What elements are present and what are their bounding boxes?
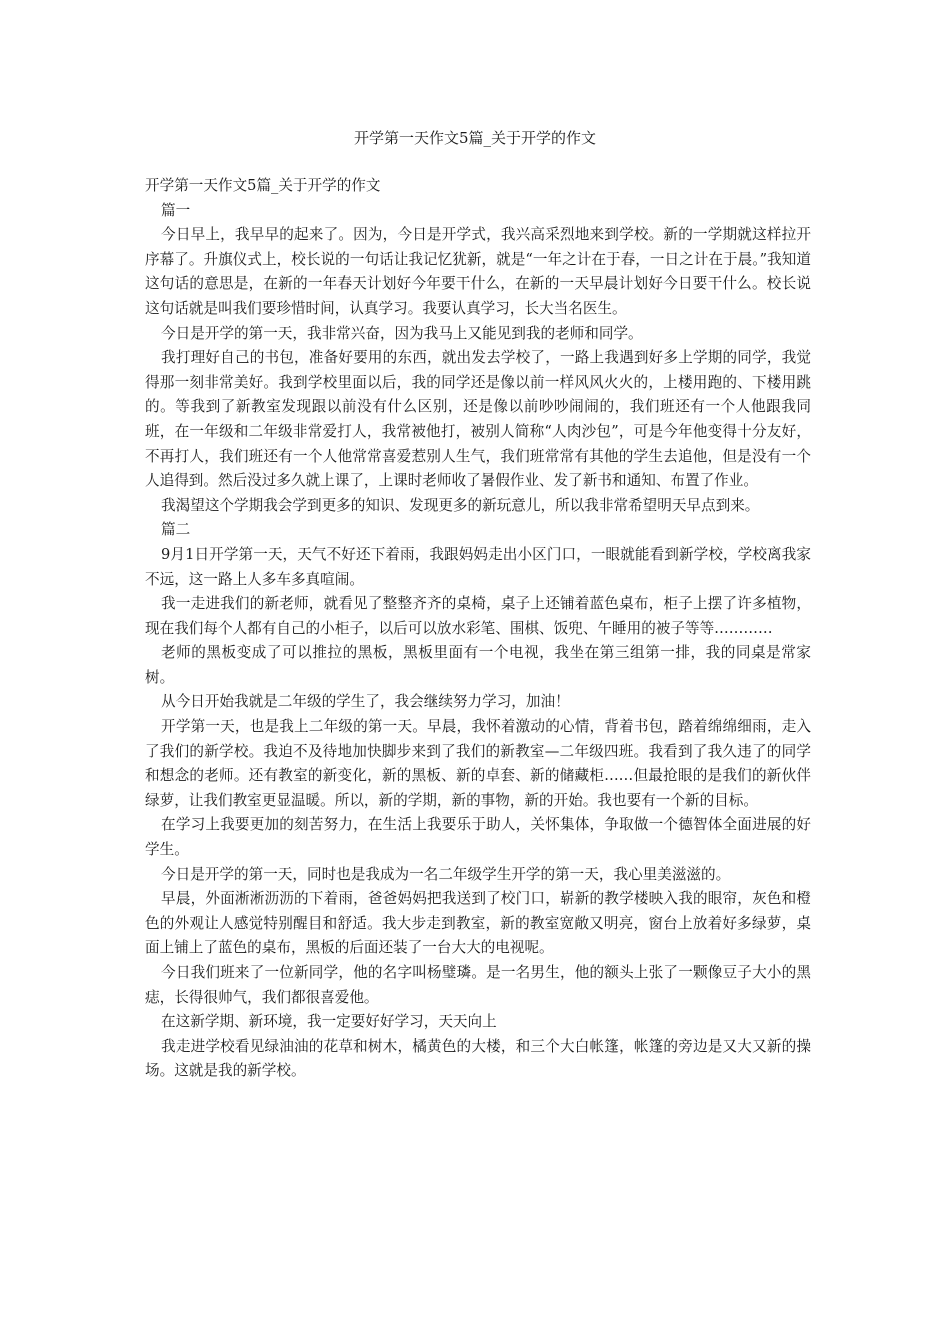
body-paragraph: 我打理好自己的书包，准备好要用的东西，就出发去学校了，一路上我遇到好多上学期的同学，我觉得那一刻非常美好。我到学校里面以后，我的同学还是像以前一样风风火火的，上楼用跑的、下楼用跳的。等我到了新教室发现跟以前没有什么区别，还是像以前吵吵闹闹的，我们班还有一个人他跟我同班，在一年级和二年级非常爱打人，我常被他打，被别人简称“人肉沙包”，可是今年他变得十分友好，不再打人，我们班还有一个人他常常喜爱惹别人生气，我们班常常有其他的学生去追他，但是没有一个人追得到。然后没过多久就上课了，上课时老师收了暑假作业、发了新书和通知、布置了作业。	[145, 349, 811, 490]
section-heading: 篇二	[161, 521, 191, 539]
body-paragraph: 我一走进我们的新老师，就看见了整整齐齐的桌椅，桌子上还铺着蓝色桌布，柜子上摆了许多植物，现在我们每个人都有自己的小柜子，以后可以放水彩笔、围棋、饭兜、午睡用的被子等等…………	[145, 595, 811, 637]
document-subtitle: 开学第一天作文5篇_关于开学的作文	[145, 177, 381, 194]
body-paragraph: 开学第一天，也是我上二年级的第一天。早晨，我怀着激动的心情，背着书包，踏着绵绵细雨，走入了我们的新学校。我迫不及待地加快脚步来到了我们的新教室—二年级四班。我看到了我久违了的同学和想念的老师。还有教室的新变化，新的黑板、新的卓套、新的储藏柜……但最抢眼的是我们的新伙伴绿萝，让我们教室更显温暖。所以，新的学期，新的事物，新的开始。我也要有一个新的目标。	[145, 718, 811, 809]
section-heading: 篇一	[161, 201, 191, 219]
document-body	[145, 174, 811, 1084]
body-paragraph: 在这新学期、新环境，我一定要好好学习，天天向上	[161, 1013, 497, 1031]
body-paragraph: 9月1日开学第一天，天气不好还下着雨，我跟妈妈走出小区门口，一眼就能看到新学校，学校离我家不远，这一路上人多车多真喧闹。	[145, 545, 811, 588]
document-title: 开学第一天作文5篇_关于开学的作文	[353, 129, 597, 147]
body-paragraph: 在学习上我要更加的刻苦努力，在生活上我要乐于助人，关怀集体，争取做一个德智体全面进展的好学生。	[145, 816, 811, 859]
body-paragraph: 今日是开学的第一天，同时也是我成为一名二年级学生开学的第一天，我心里美滋滋的。	[161, 865, 731, 883]
body-paragraph: 今日早上，我早早的起来了。因为，今日是开学式，我兴高采烈地来到学校。新的一学期就这样拉开序幕了。升旗仪式上，校长说的一句话让我记忆犹新，就是“一年之计在于春，一日之计在于晨。”我知道这句话的意思是，在新的一年春天计划好今年要干什么，在新的一天早晨计划好今日要干什么。校长说这句话就是叫我们要珍惜时间，认真学习。我要认真学习，长大当名医生。	[145, 226, 811, 317]
body-paragraph: 我渴望这个学期我会学到更多的知识、发现更多的新玩意儿，所以我非常希望明天早点到来。	[161, 496, 760, 514]
body-paragraph: 老师的黑板变成了可以推拉的黑板，黑板里面有一个电视，我坐在第三组第一排，我的同桌是常家树。	[145, 644, 811, 686]
body-paragraph: 我走进学校看见绿油油的花草和树木，橘黄色的大楼，和三个大白帐篷，帐篷的旁边是又大又新的操场。这就是我的新学校。	[145, 1037, 811, 1080]
body-paragraph: 早晨，外面淅淅沥沥的下着雨，爸爸妈妈把我送到了校门口，崭新的教学楼映入我的眼帘，灰色和橙色的外观让人感觉特别醒目和舒适。我大步走到教室，新的教室宽敞又明亮，窗台上放着好多绿萝，桌面上铺上了蓝色的桌布，黑板的后面还装了一台大大的电视呢。	[145, 890, 811, 957]
body-paragraph: 今日我们班来了一位新同学，他的名字叫杨璧璘。是一名男生，他的额头上张了一颗像豆子大小的黑痣，长得很帅气，我们都很喜爱他。	[145, 964, 811, 1006]
body-paragraph: 从今日开始我就是二年级的学生了，我会继续努力学习，加油！	[161, 693, 570, 711]
body-paragraph: 今日是开学的第一天，我非常兴奋，因为我马上又能见到我的老师和同学。	[161, 324, 643, 342]
